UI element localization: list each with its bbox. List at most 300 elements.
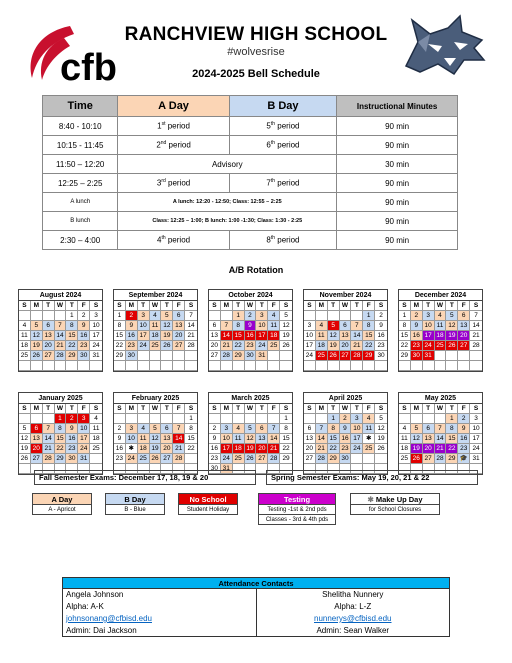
bell-time: 8:40 - 10:10 (43, 117, 118, 136)
calendar-empty (304, 361, 316, 371)
calendar-empty (435, 351, 447, 361)
calendar-day: 4 (233, 424, 245, 434)
calendar-empty (43, 361, 55, 371)
calendar-day: ✱ (126, 444, 138, 454)
bell-minutes: 90 min (337, 136, 458, 155)
calendar-day: 6 (256, 424, 268, 434)
calendar-empty (221, 311, 233, 321)
calendar-day: 17 (256, 331, 268, 341)
calendar-day: 3 (138, 311, 150, 321)
calendar-empty (245, 361, 257, 371)
calendar-day: 4 (399, 424, 411, 434)
calendar-day: 25 (90, 444, 102, 454)
calendar-empty (43, 311, 55, 321)
calendar-day: 11 (90, 424, 102, 434)
weekday-header: T (66, 404, 78, 414)
calendar-day: 28 (268, 454, 280, 464)
calendar-day: 17 (351, 434, 363, 444)
calendar-day: 19 (446, 331, 458, 341)
calendar-day: 3 (78, 414, 90, 424)
calendar-day: 9 (375, 321, 387, 331)
calendar-day: 13 (209, 331, 221, 341)
calendar-day: 6 (173, 311, 185, 321)
calendar-day: 18 (19, 341, 31, 351)
weekday-header: T (256, 404, 268, 414)
calendar-day: 15 (185, 434, 197, 444)
calendar-day: 18 (316, 341, 328, 351)
month-title: April 2025 (304, 393, 387, 404)
calendar-day: 4 (138, 424, 150, 434)
calendar-empty (209, 414, 221, 424)
calendar-day: 27 (340, 351, 352, 361)
calendar-empty (90, 454, 102, 464)
calendar-day: 15 (233, 331, 245, 341)
calendar-day: 18 (90, 434, 102, 444)
calendar-day: 19 (280, 331, 292, 341)
month-title: September 2024 (114, 290, 197, 301)
calendar-day: 27 (458, 341, 470, 351)
calendar-empty (138, 414, 150, 424)
calendar-day: 14 (221, 331, 233, 341)
calendar-empty (19, 361, 31, 371)
calendar-day: 27 (256, 454, 268, 464)
weekday-header: F (78, 404, 90, 414)
month-calendar (208, 289, 293, 372)
weekday-header: T (161, 301, 173, 311)
calendar-day: 16 (126, 331, 138, 341)
bell-row (43, 136, 458, 155)
calendar-day: 13 (423, 434, 435, 444)
bell-a-day-period: 4th period (118, 231, 229, 250)
calendar-day: 21 (173, 444, 185, 454)
calendar-day: 12 (245, 434, 257, 444)
weekday-header: S (470, 404, 482, 414)
schedule-title: 2024-2025 Bell Schedule (192, 68, 320, 80)
bell-row (43, 193, 458, 212)
month-calendar (113, 289, 198, 372)
calendar-day: 31 (256, 351, 268, 361)
month-calendar (18, 392, 103, 475)
weekday-header: F (458, 301, 470, 311)
calendar-day: 2 (245, 311, 257, 321)
bell-b-day-period: 6th period (229, 136, 336, 155)
weekday-header: S (19, 404, 31, 414)
calendar-day: 23 (458, 444, 470, 454)
calendar-day: 22 (399, 341, 411, 351)
calendar-day: 27 (423, 454, 435, 464)
calendar-day: 19 (245, 444, 257, 454)
bell-minutes: 30 min (337, 155, 458, 174)
calendar-day: 15 (66, 331, 78, 341)
calendar-day: 1 (363, 311, 375, 321)
calendar-day: 25 (19, 351, 31, 361)
svg-text:cfb: cfb (60, 47, 117, 86)
calendar-day: 16 (245, 331, 257, 341)
legend-item (258, 493, 336, 525)
calendar-day: 31 (423, 351, 435, 361)
calendar-day: 4 (90, 414, 102, 424)
calendar-day: 27 (31, 454, 43, 464)
calendar-day: 12 (411, 434, 423, 444)
calendar-day: 2 (375, 311, 387, 321)
calendar-empty (173, 414, 185, 424)
bell-row (43, 174, 458, 193)
bell-row (43, 155, 458, 174)
calendar-day: 14 (173, 434, 185, 444)
calendar-day: 26 (411, 454, 423, 464)
calendar-day: 28 (185, 341, 197, 351)
legend-key (258, 493, 336, 505)
calendar-empty (340, 311, 352, 321)
calendar-day: 14 (185, 321, 197, 331)
calendar-empty (316, 414, 328, 424)
weekday-header: M (126, 301, 138, 311)
calendar-day: 12 (19, 434, 31, 444)
weekday-header: T (351, 404, 363, 414)
calendar-day: 14 (435, 434, 447, 444)
calendar-day: 10 (221, 434, 233, 444)
weekday-header: T (43, 404, 55, 414)
weekday-header: W (245, 404, 257, 414)
calendar-empty (363, 454, 375, 464)
calendar-empty (304, 311, 316, 321)
calendar-day: 6 (209, 321, 221, 331)
calendar-day: 1 (66, 311, 78, 321)
calendar-day: 2 (411, 311, 423, 321)
calendar-day: 23 (209, 454, 221, 464)
weekday-header: F (363, 404, 375, 414)
calendar-day: 6 (423, 424, 435, 434)
month-title: October 2024 (209, 290, 292, 301)
calendar-empty (268, 351, 280, 361)
calendar-empty (78, 361, 90, 371)
calendar-day: 21 (351, 341, 363, 351)
calendar-empty (435, 414, 447, 424)
col-a-day: A Day (118, 96, 229, 117)
calendar-day: 24 (90, 341, 102, 351)
weekday-header: T (446, 301, 458, 311)
calendar-day: 24 (470, 444, 482, 454)
weekday-header: S (399, 301, 411, 311)
calendar-day: 13 (340, 331, 352, 341)
calendar-empty (375, 361, 387, 371)
calendar-day: 17 (78, 434, 90, 444)
calendar-day: 29 (66, 351, 78, 361)
bell-row (43, 117, 458, 136)
calendar-day: 11 (363, 424, 375, 434)
calendar-day: 17 (221, 444, 233, 454)
calendar-day: 29 (114, 351, 126, 361)
weekday-header: W (245, 301, 257, 311)
calendar-day: 2 (209, 424, 221, 434)
calendar-day: 23 (126, 341, 138, 351)
bell-a-day-period: 3rd period (118, 174, 229, 193)
calendar-day: 29 (446, 454, 458, 464)
calendar-day: 15 (55, 434, 67, 444)
calendar-day: 27 (43, 351, 55, 361)
calendar-empty (256, 361, 268, 371)
calendar-day: 21 (43, 444, 55, 454)
contact-right-admin: Admin: Sean Walker (256, 625, 450, 637)
month-calendar (113, 392, 198, 475)
calendar-day: 15 (328, 434, 340, 444)
calendar-day: 17 (304, 341, 316, 351)
calendar-day: 4 (435, 311, 447, 321)
weekday-header: M (221, 301, 233, 311)
bell-time: 2:30 – 4:00 (43, 231, 118, 250)
calendar-day: 5 (411, 424, 423, 434)
calendar-empty (150, 361, 162, 371)
calendar-day: 23 (245, 341, 257, 351)
weekday-header: S (304, 301, 316, 311)
month-calendar (18, 289, 103, 372)
calendar-day: 7 (268, 424, 280, 434)
calendar-day: 10 (470, 424, 482, 434)
month-calendar (208, 392, 293, 475)
calendar-day: 24 (78, 444, 90, 454)
weekday-header: M (221, 404, 233, 414)
bell-time: 10:15 - 11:45 (43, 136, 118, 155)
calendar-day: 19 (411, 444, 423, 454)
bell-time: A lunch (43, 193, 118, 212)
calendar-day: 25 (435, 341, 447, 351)
contact-left-email-link[interactable]: johnsonang@cfbisd.edu (66, 614, 152, 623)
calendar-empty (446, 351, 458, 361)
calendar-day: 3 (90, 311, 102, 321)
hashtag: #wolvesrise (227, 46, 285, 58)
calendar-day: 2 (66, 414, 78, 424)
calendar-day: ✱ (363, 434, 375, 444)
calendar-empty (340, 361, 352, 371)
calendar-day: 11 (19, 331, 31, 341)
calendar-empty (316, 311, 328, 321)
legend-key-label: B Day (124, 495, 146, 504)
calendar-day: 4 (363, 414, 375, 424)
calendar-day: 20 (43, 341, 55, 351)
calendar-day: 1 (233, 311, 245, 321)
calendar-day: 7 (173, 424, 185, 434)
weekday-header: S (185, 404, 197, 414)
calendar-empty (233, 361, 245, 371)
legend-item (105, 493, 165, 515)
calendar-day: 28 (55, 351, 67, 361)
calendar-day: 5 (161, 311, 173, 321)
calendar-day: 19 (161, 331, 173, 341)
calendar-day: 29 (55, 454, 67, 464)
weekday-header: S (209, 301, 221, 311)
calendar-empty (316, 361, 328, 371)
calendar-day: 14 (316, 434, 328, 444)
calendar-day: 22 (328, 444, 340, 454)
calendar-day: 14 (43, 434, 55, 444)
calendar-empty (185, 361, 197, 371)
weekday-header: T (43, 301, 55, 311)
weekday-header: W (340, 404, 352, 414)
calendar-empty (31, 414, 43, 424)
calendar-empty (399, 414, 411, 424)
calendar-empty (126, 414, 138, 424)
calendar-day: 1 (446, 414, 458, 424)
calendar-day: 24 (221, 454, 233, 464)
calendar-empty (173, 351, 185, 361)
calendar-empty (185, 351, 197, 361)
calendar-day: 13 (256, 434, 268, 444)
calendar-empty (161, 351, 173, 361)
calendar-empty (328, 311, 340, 321)
calendar-empty (173, 361, 185, 371)
calendar-empty (268, 361, 280, 371)
weekday-header: M (31, 404, 43, 414)
calendar-day: 4 (316, 321, 328, 331)
calendar-day: 7 (185, 311, 197, 321)
calendar-day: 26 (245, 454, 257, 464)
calendar-day: 3 (423, 311, 435, 321)
calendar-day: 9 (66, 424, 78, 434)
calendar-day: 11 (316, 331, 328, 341)
calendar-empty (19, 414, 31, 424)
calendar-day: 13 (304, 434, 316, 444)
calendar-day: 25 (363, 444, 375, 454)
calendar-empty (458, 361, 470, 371)
weekday-header: S (90, 404, 102, 414)
calendar-empty (268, 414, 280, 424)
calendar-empty (31, 361, 43, 371)
weekday-header: W (55, 301, 67, 311)
weekday-header: S (209, 404, 221, 414)
calendar-day: 8 (363, 321, 375, 331)
calendar-day: 13 (31, 434, 43, 444)
school-name: RANCHVIEW HIGH SCHOOL (124, 24, 388, 45)
contact-left-name: Angela Johnson (63, 589, 257, 601)
calendar-day: 25 (268, 341, 280, 351)
calendar-day: 22 (66, 341, 78, 351)
weekday-header: T (328, 301, 340, 311)
bell-schedule-table (42, 95, 458, 250)
calendar-day: 28 (435, 454, 447, 464)
legend-key-label: A Day (51, 495, 73, 504)
calendar-empty (423, 414, 435, 424)
calendar-day: 18 (150, 331, 162, 341)
calendar-day: 2 (114, 424, 126, 434)
calendar-day: 25 (399, 454, 411, 464)
calendar-day: 9 (458, 424, 470, 434)
weekday-header: S (114, 301, 126, 311)
calendar-day: 23 (375, 341, 387, 351)
month-title: November 2024 (304, 290, 387, 301)
calendar-day: 13 (43, 331, 55, 341)
weekday-header: F (458, 404, 470, 414)
calendar-empty (446, 361, 458, 371)
calendar-empty (55, 311, 67, 321)
calendar-day: 18 (399, 444, 411, 454)
calendar-day: 30 (411, 351, 423, 361)
weekday-header: F (268, 404, 280, 414)
calendar-day: 22 (446, 444, 458, 454)
month-title: March 2025 (209, 393, 292, 404)
weekday-header: S (304, 404, 316, 414)
calendar-day: 5 (446, 311, 458, 321)
calendar-day: 26 (150, 454, 162, 464)
bell-b-day-period: 8th period (229, 231, 336, 250)
weekday-header: F (78, 301, 90, 311)
weekday-header: S (375, 301, 387, 311)
calendar-day: 15 (280, 434, 292, 444)
spring-exams: Spring Semester Exams: May 19, 20, 21 & 22 (266, 470, 478, 485)
weekday-header: S (114, 404, 126, 414)
calendar-empty (150, 351, 162, 361)
calendar-day: 9 (126, 321, 138, 331)
col-b-day: B Day (229, 96, 336, 117)
weekday-header: T (256, 301, 268, 311)
col-time: Time (43, 96, 118, 117)
month-title: January 2025 (19, 393, 102, 404)
calendar-empty (233, 414, 245, 424)
calendar-empty (375, 454, 387, 464)
calendar-day: 17 (90, 331, 102, 341)
calendar-day: 29 (233, 351, 245, 361)
weekday-header: S (399, 404, 411, 414)
contact-right-alpha: Alpha: L-Z (256, 601, 450, 613)
calendar-empty (55, 361, 67, 371)
bell-time: 11:50 – 12:20 (43, 155, 118, 174)
contact-right-email-link[interactable]: nunnerys@cfbisd.edu (314, 614, 392, 623)
calendar-day: 30 (375, 351, 387, 361)
weekday-header: S (90, 301, 102, 311)
calendar-day: 16 (209, 444, 221, 454)
calendar-day: 9 (78, 321, 90, 331)
calendar-empty (470, 361, 482, 371)
calendar-day: 31 (470, 454, 482, 464)
calendar-day: 28 (173, 454, 185, 464)
calendar-empty (411, 361, 423, 371)
calendar-day: 3 (304, 321, 316, 331)
calendar-day: 3 (256, 311, 268, 321)
calendar-day: 3 (351, 414, 363, 424)
calendar-day: 23 (411, 341, 423, 351)
rotation-title: A/B Rotation (228, 265, 284, 275)
legend-key-label: Make Up Day (375, 495, 423, 504)
calendar-day: 3 (221, 424, 233, 434)
month-calendar (398, 289, 483, 372)
calendar-day: 7 (221, 321, 233, 331)
weekday-header: S (375, 404, 387, 414)
calendar-day: 6 (340, 321, 352, 331)
bell-time: 12:25 – 2:25 (43, 174, 118, 193)
calendar-day: 21 (55, 341, 67, 351)
calendar-day: 13 (458, 321, 470, 331)
calendar-day: 20 (161, 444, 173, 454)
weekday-header: T (233, 301, 245, 311)
calendar-day: 1 (55, 414, 67, 424)
legend-item (178, 493, 238, 515)
legend-key-label: No School (189, 495, 227, 504)
calendar-day: 9 (245, 321, 257, 331)
calendar-day: 30 (340, 454, 352, 464)
calendar-empty (114, 361, 126, 371)
calendar-day: 28 (43, 454, 55, 464)
calendar-day: 16 (411, 331, 423, 341)
weekday-header: M (411, 404, 423, 414)
calendar-day: 10 (423, 321, 435, 331)
calendar-empty (423, 361, 435, 371)
calendar-day: 6 (458, 311, 470, 321)
calendar-day: 17 (138, 331, 150, 341)
calendar-day: 12 (446, 321, 458, 331)
bell-span-cell: A lunch: 12:20 - 12:50; Class: 12:55 – 2:25 (118, 193, 337, 212)
legend-key (105, 493, 165, 505)
calendar-day: 8 (280, 424, 292, 434)
weekday-header: W (340, 301, 352, 311)
